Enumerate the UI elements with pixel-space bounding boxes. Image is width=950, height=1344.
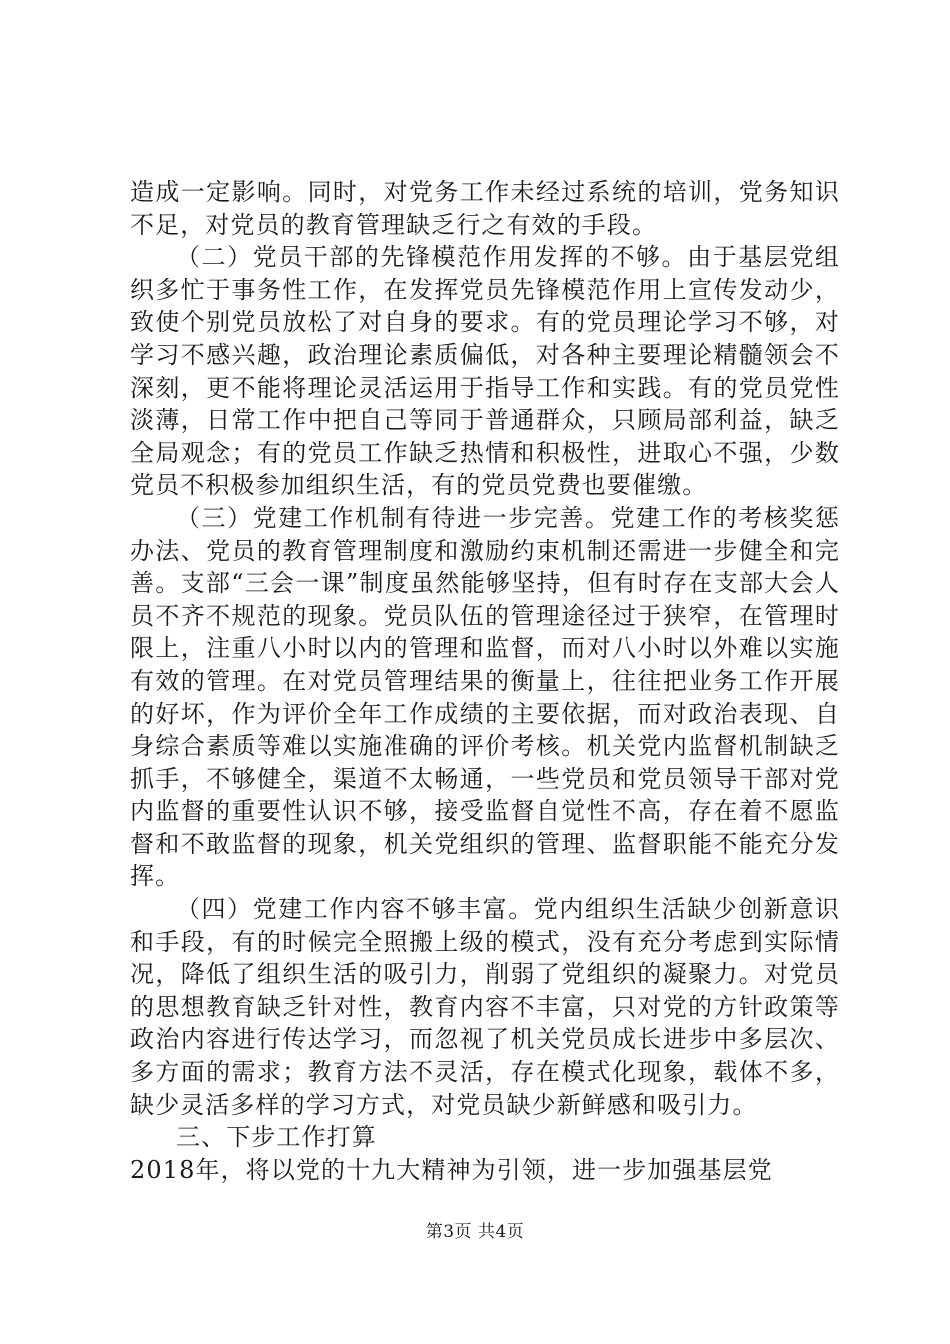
paragraph-section-two: （二）党员干部的先锋模范作用发挥的不够。由于基层党组织多忙于事务性工作，在发挥党员先锋模范作用上宣传发动少，致使个别党员放松了对自身的要求。有的党员理论学习不够，对学习不感兴趣，政治理论素质偏低，对各种主要理论精髓领会不深刻，更不能将理论灵活运用于指导工作和实践。有的党员党性淡薄，日常工作中把自己等同于普通群众，只顾局部利益，缺乏全局观念；有的党员工作缺乏热情和积极性，进取心不强，少数党员不积极参加组织生活，有的党员党费也要催缴。 (130, 243, 840, 500)
paragraph-section-four: （四）党建工作内容不够丰富。党内组织生活缺少创新意识和手段，有的时候完全照搬上级的模式，没有充分考虑到实际情况，降低了组织生活的吸引力，削弱了党组织的凝聚力。对党员的思想教育缺乏针对性，教育内容不丰富，只对党的方针政策等政治内容进行传达学习，而忽视了机关党员成长进步中多层次、多方面的需求；教育方法不灵活，存在模式化现象，载体不多，缺少灵活多样的学习方式，对党员缺少新鲜感和吸引力。 (130, 895, 840, 1119)
document-body (130, 176, 840, 1186)
page-footer: 第3页 共4页 (425, 1222, 525, 1242)
paragraph-closing: 2018年，将以党的十九大精神为引领，进一步加强基层党 (130, 1155, 773, 1184)
paragraph-continuation: 造成一定影响。同时，对党务工作未经过系统的培训，党务知识不足，对党员的教育管理缺乏行之有效的手段。 (130, 178, 840, 239)
paragraph-section-three: （三）党建工作机制有待进一步完善。党建工作的考核奖惩办法、党员的教育管理制度和激励约束机制还需进一步健全和完善。支部“三会一课”制度虽然能够坚持，但有时存在支部大会人员不齐不规范的现象。党员队伍的管理途径过于狭窄，在管理时限上，注重八小时以内的管理和监督，而对八小时以外难以实施有效的管理。在对党员管理结果的衡量上，往往把业务工作开展的好坏，作为评价全年工作成绩的主要依据，而对政治表现、自身综合素质等难以实施准确的评价考核。机关党内监督机制缺乏抓手，不够健全，渠道不太畅通，一些党员和党员领导干部对党内监督的重要性认识不够，接受监督自觉性不高，存在着不愿监督和不敢监督的现象，机关党组织的管理、监督职能不能充分发挥。 (130, 503, 840, 891)
section-heading: 三、下步工作打算 (176, 1123, 377, 1152)
